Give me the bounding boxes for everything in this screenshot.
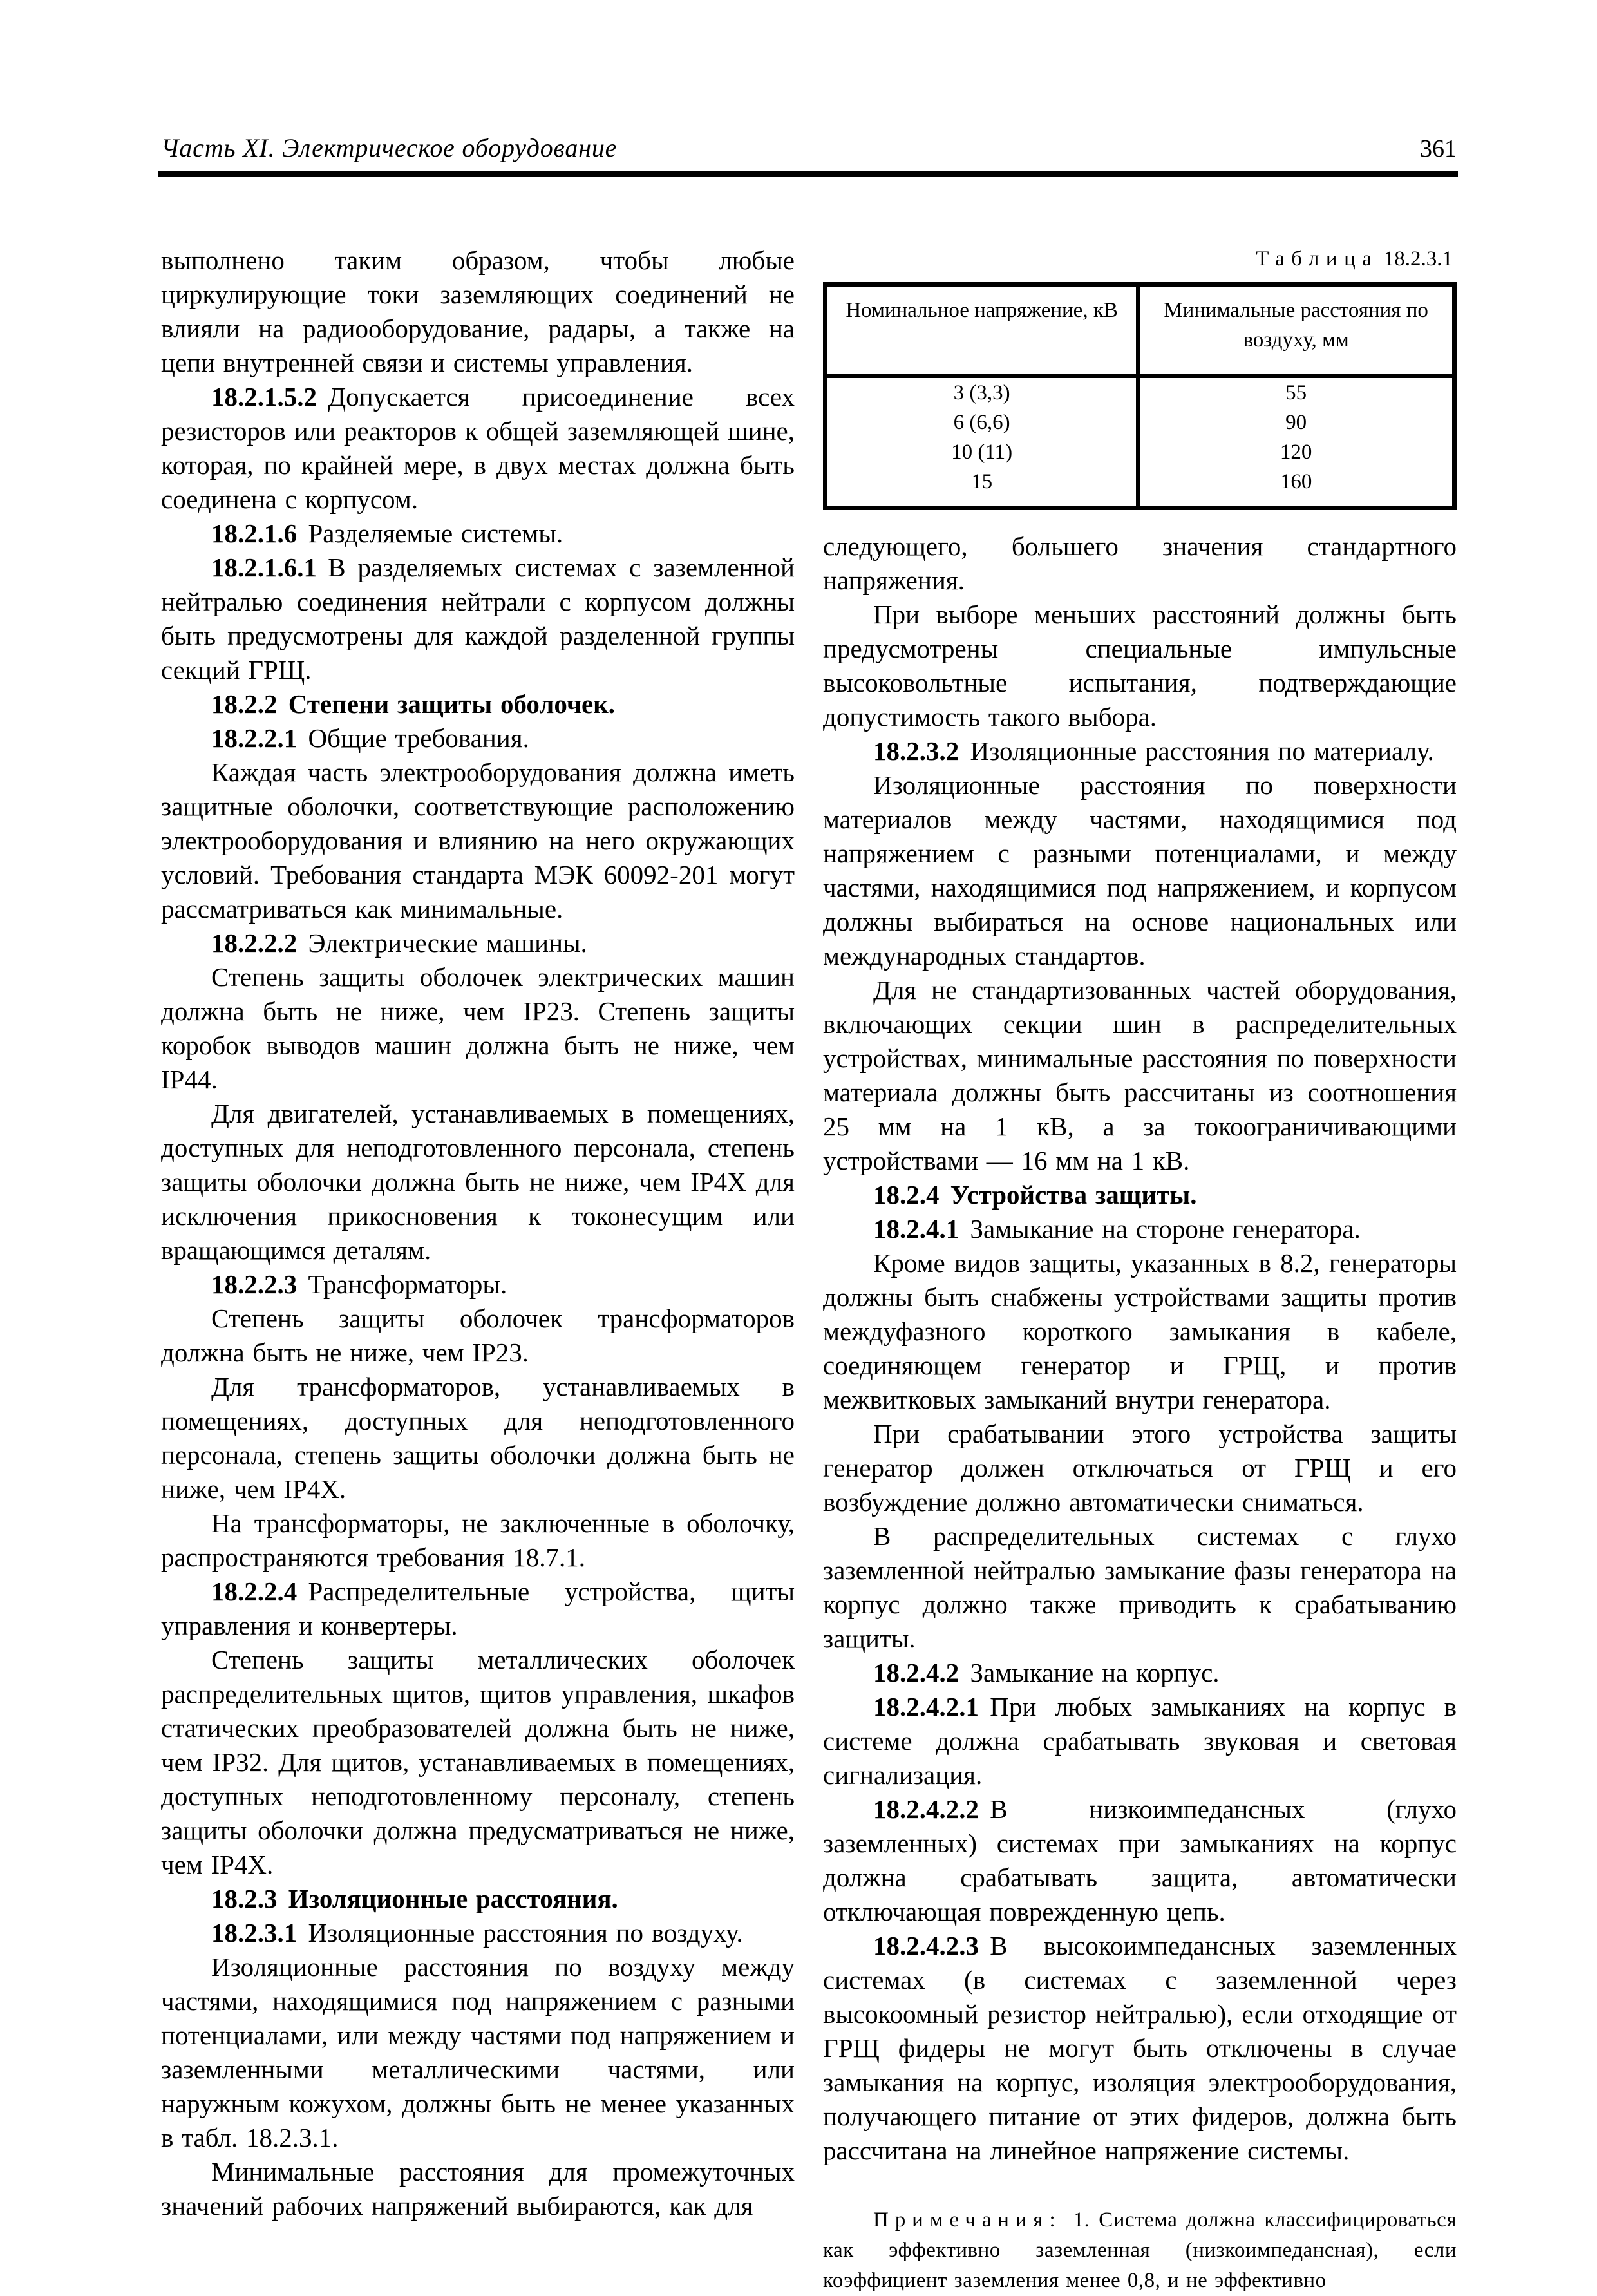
cell-voltage: 6 (6,6) <box>826 408 1139 437</box>
table-header-distance: Минимальные расстояния по воздуху, мм <box>1138 285 1454 377</box>
paragraph <box>161 755 795 926</box>
paragraph-text: Степень защиты оболочек электрических машин должна быть не ниже, чем IP23. Степень защиты коробок выводов машин должна быть не ниже, чем IP44. <box>161 962 795 1094</box>
paragraph <box>161 1097 795 1267</box>
paragraph <box>823 598 1457 734</box>
table-caption <box>823 243 1457 282</box>
table-row <box>826 376 1455 408</box>
paragraph-text: В распределительных системах с глухо заземленной нейтралью замыкание фазы генератора на корпус должно также приводить к срабатыванию защиты. <box>823 1521 1457 1653</box>
paragraph <box>823 1656 1457 1690</box>
paragraph-text: Для не стандартизованных частей оборудования, включающих секции шин в распределительных устройствах, минимальные расстояния по поверхности материала должны быть рассчитаны из соотношения 25 мм на 1 кВ, а за токоограничивающими устройствами — 16 мм на 1 кВ. <box>823 975 1457 1175</box>
paragraph-text: Устройства защиты. <box>950 1180 1197 1210</box>
section-number: 18.2.2.1 <box>211 723 298 753</box>
table-body <box>826 376 1455 508</box>
paragraph-text: Степень защиты металлических оболочек распределительных щитов, щитов управления, шкафов статических преобразователей должна быть не ниже, чем IP32. Для щитов, устанавливаемых в помещениях, доступных неподготовленному персоналу, степень защиты оболочки должна предусматриваться не ниже, чем IP4X. <box>161 1645 795 1879</box>
paragraph <box>823 1212 1457 1246</box>
paragraph-text: Изоляционные расстояния по воздуху. <box>308 1918 743 1948</box>
paragraph <box>161 721 795 755</box>
paragraph-text: При любых замыканиях на корпус в системе должна срабатывать звуковая и световая сигнализация. <box>823 1692 1457 1790</box>
paragraph-text: Разделяемые системы. <box>308 518 563 548</box>
table-row <box>826 437 1455 467</box>
section-number: 18.2.3.1 <box>211 1918 298 1948</box>
paragraph <box>161 926 795 960</box>
paragraph <box>823 734 1457 768</box>
table-block <box>823 243 1457 510</box>
paragraph-text: При срабатывании этого устройства защиты генератор должен отключаться от ГРЩ и его возбуждение должно автоматически сниматься. <box>823 1419 1457 1517</box>
right-column <box>823 243 1457 2296</box>
paragraph <box>823 1792 1457 1929</box>
paragraph <box>161 517 795 551</box>
table-header <box>826 285 1455 377</box>
paragraph-text: Трансформаторы. <box>308 1269 507 1299</box>
paragraph-text: Изоляционные расстояния. <box>288 1884 618 1913</box>
paragraph <box>161 960 795 1097</box>
paragraph <box>823 2205 1457 2296</box>
paragraph <box>161 1882 795 1916</box>
paragraph-text: Для трансформаторов, устанавливаемых в помещениях, доступных для неподготовленного персонала, степень защиты оболочки должна быть не ниже, чем IP4X. <box>161 1372 795 1504</box>
paragraph <box>823 1178 1457 1212</box>
paragraph-text: В разделяемых системах с заземленной нейтралью соединения нейтрали с корпусом должны быть предусмотрены для каждой разделенной группы секций ГРЩ. <box>161 553 795 685</box>
paragraph <box>161 551 795 687</box>
section-number: 18.2.3 <box>211 1884 278 1913</box>
paragraph-text: Для двигателей, устанавливаемых в помещениях, доступных для неподготовленного персонала, степень защиты оболочки должна быть не ниже, чем IP4X для исключения прикосновения к токонесущим или вращающимся деталям. <box>161 1099 795 1265</box>
paragraph <box>161 1950 795 2155</box>
paragraph <box>823 973 1457 1178</box>
paragraph-text: Степень защиты оболочек трансформаторов должна быть не ниже, чем IP23. <box>161 1304 795 1367</box>
paragraph-text: Допускается присоединение всех резисторов или реакторов к общей заземляющей шине, которая, по крайней мере, в двух местах должна быть соединена с корпусом. <box>161 382 795 514</box>
section-number: 18.2.2.2 <box>211 928 298 958</box>
section-number: Примечания: <box>873 2208 1062 2232</box>
section-number: 18.2.2.3 <box>211 1269 298 1299</box>
table-caption-word: Таблица <box>1256 247 1379 270</box>
paragraph-text: следующего, большего значения стандартного напряжения. <box>823 531 1457 595</box>
section-number: 18.2.1.5.2 <box>211 382 317 412</box>
paragraph <box>161 1575 795 1643</box>
section-number: 18.2.4.2.2 <box>873 1794 979 1824</box>
paragraph-text: Замыкание на корпус. <box>970 1658 1220 1687</box>
header-rule <box>158 171 1458 177</box>
paragraph-text: 1. Система должна классифицироваться как эффективно заземленная (низкоимпедансная), если коэффициент заземления менее 0,8, и не эффективно <box>823 2208 1457 2292</box>
section-number: 18.2.4 <box>873 1180 940 1210</box>
voltage-distance-table <box>823 282 1457 510</box>
cell-voltage: 10 (11) <box>826 437 1139 467</box>
cell-distance: 160 <box>1280 470 1312 493</box>
section-number: 18.2.4.2.3 <box>873 1931 979 1960</box>
section-number: 18.2.4.1 <box>873 1214 959 1244</box>
paragraph <box>161 380 795 517</box>
cell-distance: 120 <box>1280 441 1312 464</box>
left-column <box>161 243 795 2223</box>
paragraph-text: Изоляционные расстояния по воздуху между частями, находящимися под напряжением с разными потенциалами, или между частями под напряжением и заземленными металлическими частями, или наружным кожухом, должны быть не менее указанных в табл. 18.2.3.1. <box>161 1952 795 2152</box>
paragraph-text: Каждая часть электрооборудования должна иметь защитные оболочки, соответствующие расположению электрооборудования и влиянию на него окружающих условий. Требования стандарта МЭК 60092-201 могут рассматриваться как минимальные. <box>161 757 795 924</box>
section-number: 18.2.1.6.1 <box>211 553 317 582</box>
section-number: 18.2.4.2.1 <box>873 1692 979 1722</box>
paragraph-text: Степени защиты оболочек. <box>288 689 616 719</box>
paragraph <box>161 1506 795 1575</box>
paragraph <box>823 1519 1457 1656</box>
paragraph-text: Общие требования. <box>308 723 529 753</box>
paragraph <box>823 1417 1457 1519</box>
paragraph-text: Распределительные устройства, щиты управления и конвертеры. <box>161 1577 795 1640</box>
paragraph-text: В низкоимпедансных (глухо заземленных) системах при замыканиях на корпус должна срабатывать защита, автоматически отключающая поврежденную цепь. <box>823 1794 1457 1926</box>
paragraph <box>823 1246 1457 1417</box>
paragraph <box>161 243 795 380</box>
paragraph <box>823 1929 1457 2168</box>
paragraph <box>823 1690 1457 1792</box>
page-header <box>161 133 1457 163</box>
paragraph-text: Замыкание на стороне генератора. <box>970 1214 1361 1244</box>
paragraph <box>161 1916 795 1950</box>
table-caption-number: 18.2.3.1 <box>1383 247 1453 270</box>
section-number: 18.2.4.2 <box>873 1658 959 1687</box>
paragraph <box>161 687 795 721</box>
right-column-text <box>823 529 1457 2296</box>
paragraph <box>823 768 1457 973</box>
paragraph-text: Минимальные расстояния для промежуточных значений рабочих напряжений выбираются, как для <box>161 2157 795 2221</box>
section-number: 18.2.1.6 <box>211 518 298 548</box>
paragraph <box>823 529 1457 598</box>
paragraph-text: Изоляционные расстояния по поверхности материалов между частями, находящимися под напряжением с разными потенциалами, и между частями, находящимися под напряжением, и корпусом должны выбираться на основе национальных или международных стандартов. <box>823 770 1457 971</box>
page-number: 361 <box>1420 135 1457 162</box>
text-columns <box>161 243 1457 2296</box>
paragraph <box>161 2155 795 2223</box>
section-number: 18.2.2.4 <box>211 1577 298 1606</box>
paragraph-text: Кроме видов защиты, указанных в 8.2, генераторы должны быть снабжены устройствами защиты против междуфазного короткого замыкания в кабеле, соединяющем генератор и ГРЩ, и против межвитковых замыканий внутри генератора. <box>823 1248 1457 1414</box>
paragraph <box>161 1643 795 1882</box>
paragraph <box>161 1302 795 1370</box>
running-title: Часть XI. Электрическое оборудование <box>161 133 618 162</box>
table-header-voltage: Номинальное напряжение, кВ <box>826 285 1139 377</box>
cell-distance: 55 <box>1285 381 1307 404</box>
section-number: 18.2.3.2 <box>873 736 959 766</box>
paragraph <box>161 1370 795 1506</box>
paragraph-text: На трансформаторы, не заключенные в оболочку, распространяются требования 18.7.1. <box>161 1508 795 1572</box>
table-row <box>826 408 1455 437</box>
table-row <box>826 467 1455 508</box>
section-number: 18.2.2 <box>211 689 278 719</box>
paragraph-text: Изоляционные расстояния по материалу. <box>970 736 1434 766</box>
paragraph-text: Электрические машины. <box>308 928 587 958</box>
cell-voltage: 3 (3,3) <box>826 376 1139 408</box>
cell-voltage: 15 <box>826 467 1139 508</box>
paragraph-text: В высокоимпедансных заземленных системах (в системах с заземленной через высокоомный резистор нейтралью), если отходящие от ГРЩ фидеры не могут быть отключены в случае замыкания на корпус, изоляция электрооборудования, получающего питание от этих фидеров, должна быть рассчитана на линейное напряжение системы. <box>823 1931 1457 2165</box>
paragraph-text: выполнено таким образом, чтобы любые циркулирующие токи заземляющих соединений не влияли на радиооборудование, радары, а также на цепи внутренней связи и системы управления. <box>161 245 795 377</box>
cell-distance: 90 <box>1285 411 1307 434</box>
paragraph <box>161 1267 795 1302</box>
paragraph-text: При выборе меньших расстояний должны быть предусмотрены специальные импульсные высоковольтные испытания, подтверждающие допустимость такого выбора. <box>823 600 1457 732</box>
